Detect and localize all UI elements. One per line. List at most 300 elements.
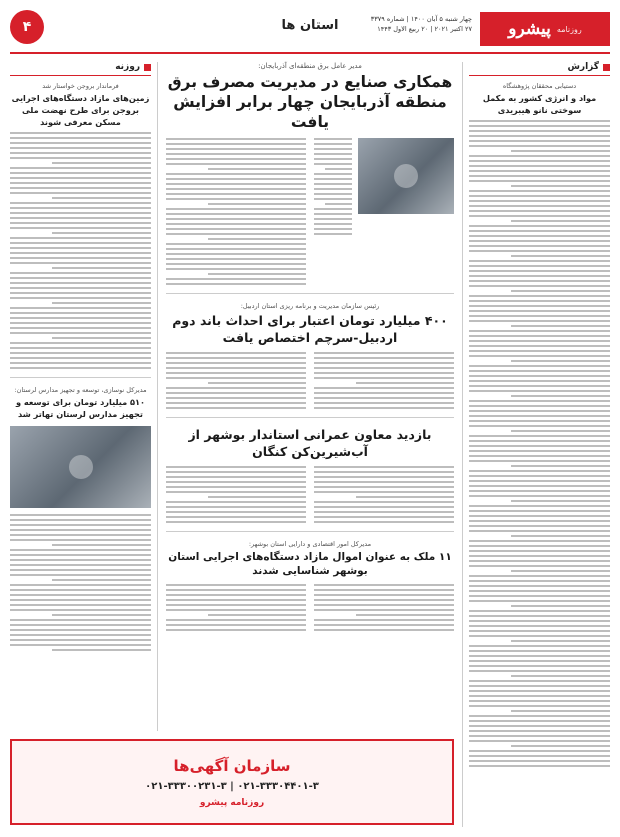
text-line <box>314 208 352 210</box>
text-line <box>314 367 454 369</box>
text-line <box>166 609 306 611</box>
text-line <box>314 609 454 611</box>
text-line <box>511 395 610 397</box>
right-column <box>462 62 610 827</box>
text-line <box>166 471 306 473</box>
article-headline: بازدید معاون عمرانی استاندار بوشهر از آب‌شیرین‌کن کنگان <box>188 427 432 459</box>
text-line <box>166 148 306 150</box>
text-line <box>10 362 151 364</box>
text-line <box>52 302 151 304</box>
text-line <box>10 147 151 149</box>
text-line <box>166 163 306 165</box>
text-line <box>314 213 352 215</box>
text-line <box>511 325 610 327</box>
text-line <box>10 534 151 536</box>
middle-column <box>166 62 454 731</box>
text-line <box>469 595 610 597</box>
text-line <box>166 372 306 374</box>
text-line <box>166 367 306 369</box>
text-line <box>208 382 306 384</box>
text-line <box>52 337 151 339</box>
text-line <box>10 639 151 641</box>
text-line <box>166 253 306 255</box>
text-line <box>10 574 151 576</box>
text-line <box>166 357 306 359</box>
text-line <box>314 223 352 225</box>
text-line <box>166 218 306 220</box>
text-line <box>166 624 306 626</box>
text-line <box>469 630 610 632</box>
text-line <box>469 475 610 477</box>
left-column <box>10 62 158 731</box>
text-line <box>511 570 610 572</box>
text-line <box>469 610 610 612</box>
text-line <box>314 357 454 359</box>
text-line <box>10 272 151 274</box>
text-line <box>166 392 306 394</box>
text-line <box>166 198 306 200</box>
date-block <box>371 14 472 34</box>
text-line <box>208 168 306 170</box>
ad-title: سازمان آگهی‌ها <box>173 756 291 775</box>
text-line <box>166 481 306 483</box>
lead-headline: همکاری صنایع در مدیریت مصرف برق منطقه آذربایجان چهار برابر افزایش یافت <box>167 73 453 131</box>
text-line <box>469 650 610 652</box>
text-line <box>166 208 306 210</box>
text-line <box>469 765 610 767</box>
divider <box>10 377 151 378</box>
text-line <box>166 377 306 379</box>
text-line <box>511 430 610 432</box>
text-line <box>314 193 352 195</box>
text-line <box>166 476 306 478</box>
text-line <box>469 690 610 692</box>
text-line <box>10 177 151 179</box>
text-line <box>469 350 610 352</box>
text-line <box>10 297 151 299</box>
text-line <box>166 228 306 230</box>
text-line <box>314 153 352 155</box>
text-line <box>52 232 151 234</box>
text-line <box>469 365 610 367</box>
text-line <box>469 165 610 167</box>
text-line <box>469 715 610 717</box>
text-line <box>469 225 610 227</box>
text-line <box>469 380 610 382</box>
text-line <box>469 245 610 247</box>
text-line <box>469 175 610 177</box>
text-line <box>10 282 151 284</box>
text-line <box>314 387 454 389</box>
text-line <box>469 520 610 522</box>
text-line <box>52 614 151 616</box>
text-line <box>469 565 610 567</box>
text-line <box>469 545 610 547</box>
date-line-1: چهار شنبه ۵ آبان ۱۴۰۰ | شماره ۳۳۷۹ <box>370 15 472 23</box>
text-line <box>469 490 610 492</box>
section-label-report <box>469 62 610 76</box>
text-line <box>10 609 151 611</box>
text-line <box>166 387 306 389</box>
text-line <box>314 629 454 631</box>
text-line <box>166 213 306 215</box>
text-line <box>469 655 610 657</box>
text-line <box>166 397 306 399</box>
text-line <box>314 372 454 374</box>
text-line <box>166 278 306 280</box>
text-line <box>511 185 610 187</box>
text-line <box>314 228 352 230</box>
text-line <box>10 252 151 254</box>
text-line <box>314 624 454 626</box>
text-line <box>166 283 306 285</box>
section-label-window <box>10 62 151 76</box>
text-line <box>52 579 151 581</box>
text-line <box>469 230 610 232</box>
text-line <box>208 614 306 616</box>
text-line <box>469 700 610 702</box>
text-line <box>166 629 306 631</box>
text-line <box>469 270 610 272</box>
text-line <box>10 367 151 369</box>
text-line <box>314 218 352 220</box>
text-line <box>469 410 610 412</box>
text-line <box>314 407 454 409</box>
text-line <box>10 257 151 259</box>
text-line <box>511 535 610 537</box>
text-line <box>314 584 454 586</box>
text-line <box>469 735 610 737</box>
text-line <box>10 564 151 566</box>
text-line <box>469 660 610 662</box>
text-line <box>469 195 610 197</box>
text-line <box>10 559 151 561</box>
masthead <box>10 10 610 54</box>
text-line <box>166 407 306 409</box>
text-line <box>166 158 306 160</box>
text-line <box>469 295 610 297</box>
text-line <box>314 511 454 513</box>
text-line <box>314 188 352 190</box>
text-line <box>469 685 610 687</box>
text-line <box>10 589 151 591</box>
text-line <box>10 569 151 571</box>
text-line <box>469 495 610 497</box>
text-line <box>469 555 610 557</box>
article-body <box>314 138 352 235</box>
text-line <box>511 500 610 502</box>
text-line <box>10 187 151 189</box>
text-line <box>469 180 610 182</box>
text-line <box>469 250 610 252</box>
text-line <box>469 455 610 457</box>
text-line <box>10 317 151 319</box>
text-line <box>10 352 151 354</box>
text-line <box>314 362 454 364</box>
text-line <box>314 233 352 235</box>
label-marker-icon <box>603 64 610 71</box>
image-icon <box>69 455 93 479</box>
text-line <box>10 342 151 344</box>
text-line <box>10 247 151 249</box>
text-line <box>469 300 610 302</box>
text-line <box>511 640 610 642</box>
text-line <box>469 470 610 472</box>
text-line <box>469 580 610 582</box>
text-line <box>469 435 610 437</box>
text-line <box>469 420 610 422</box>
text-line <box>166 258 306 260</box>
text-line <box>511 360 610 362</box>
text-line <box>166 173 306 175</box>
divider <box>166 293 454 294</box>
advertisement-box <box>10 739 454 825</box>
text-line <box>166 178 306 180</box>
text-line <box>10 514 151 516</box>
article-body <box>314 466 454 523</box>
text-line <box>314 198 352 200</box>
text-line <box>314 471 454 473</box>
text-line <box>10 222 151 224</box>
text-line <box>356 496 454 498</box>
text-line <box>469 400 610 402</box>
text-line <box>469 205 610 207</box>
text-line <box>166 268 306 270</box>
article-headline: ۱۱ ملک به عنوان اموال مازاد دستگاه‌های اجرایی استان بوشهر شناسایی شدند <box>168 551 452 577</box>
text-line <box>10 277 151 279</box>
text-line <box>10 594 151 596</box>
article-body <box>314 584 454 631</box>
text-line <box>469 480 610 482</box>
article-kicker: مدیرکل امور اقتصادی و دارایی استان بوشهر: <box>248 540 372 548</box>
date-line-2: ۲۷ اکتبر ۲۰۲۱ | ۲۰ ربیع الاول ۱۴۴۳ <box>377 25 472 33</box>
article-photo <box>358 138 454 214</box>
text-line <box>469 190 610 192</box>
text-line <box>166 501 306 503</box>
text-line <box>10 332 151 334</box>
text-line <box>314 486 454 488</box>
text-line <box>10 227 151 229</box>
text-line <box>314 619 454 621</box>
text-line <box>10 262 151 264</box>
text-line <box>511 710 610 712</box>
text-line <box>469 485 610 487</box>
text-line <box>166 506 306 508</box>
text-line <box>469 625 610 627</box>
text-line <box>166 188 306 190</box>
text-line <box>166 263 306 265</box>
article-body <box>166 466 306 523</box>
text-line <box>166 193 306 195</box>
text-line <box>10 167 151 169</box>
text-line <box>166 511 306 513</box>
text-line <box>469 370 610 372</box>
text-line <box>166 138 306 140</box>
section-title: استان ها <box>281 18 339 33</box>
text-line <box>469 600 610 602</box>
text-line <box>511 290 610 292</box>
text-line <box>356 382 454 384</box>
article-body <box>469 120 610 767</box>
text-line <box>166 521 306 523</box>
text-line <box>469 590 610 592</box>
text-line <box>469 505 610 507</box>
text-line <box>469 720 610 722</box>
text-line <box>10 242 151 244</box>
text-line <box>10 237 151 239</box>
text-line <box>469 450 610 452</box>
text-line <box>166 402 306 404</box>
article-kicker: مدیر عامل برق منطقه‌ای آذربایجان: <box>258 62 362 70</box>
text-line <box>325 203 352 205</box>
text-line <box>469 730 610 732</box>
text-line <box>314 352 454 354</box>
text-line <box>469 320 610 322</box>
text-line <box>314 501 454 503</box>
text-line <box>10 132 151 134</box>
text-line <box>511 465 610 467</box>
article-body <box>166 584 306 631</box>
text-line <box>511 745 610 747</box>
text-line <box>469 670 610 672</box>
article-body <box>166 138 306 285</box>
text-line <box>10 599 151 601</box>
text-line <box>356 614 454 616</box>
text-line <box>314 138 352 140</box>
text-line <box>166 491 306 493</box>
text-line <box>10 327 151 329</box>
text-line <box>469 145 610 147</box>
text-line <box>10 192 151 194</box>
text-line <box>314 143 352 145</box>
text-line <box>325 168 352 170</box>
text-line <box>469 355 610 357</box>
text-line <box>469 415 610 417</box>
text-line <box>166 233 306 235</box>
text-line <box>469 130 610 132</box>
section-label-text: گزارش <box>567 62 599 72</box>
text-line <box>166 143 306 145</box>
text-line <box>469 385 610 387</box>
text-line <box>166 183 306 185</box>
text-line <box>166 594 306 596</box>
text-line <box>166 248 306 250</box>
text-line <box>314 392 454 394</box>
text-line <box>52 544 151 546</box>
text-line <box>10 322 151 324</box>
text-line <box>314 604 454 606</box>
text-line <box>314 397 454 399</box>
article-body <box>314 352 454 409</box>
text-line <box>52 162 151 164</box>
text-line <box>469 200 610 202</box>
text-line <box>166 362 306 364</box>
text-line <box>52 267 151 269</box>
text-line <box>10 584 151 586</box>
article-body <box>10 132 151 369</box>
text-line <box>166 619 306 621</box>
text-line <box>314 183 352 185</box>
text-line <box>10 142 151 144</box>
text-line <box>469 760 610 762</box>
text-line <box>469 120 610 122</box>
text-line <box>469 755 610 757</box>
text-line <box>10 549 151 551</box>
label-marker-icon <box>144 64 151 71</box>
text-line <box>208 496 306 498</box>
text-line <box>469 425 610 427</box>
article-headline: زمین‌های مازاد دستگاه‌های اجرایی بروجن برای طرح نهضت ملی مسکن معرفی شوند <box>11 93 150 127</box>
text-line <box>469 540 610 542</box>
text-line <box>469 560 610 562</box>
text-line <box>10 207 151 209</box>
logo-sub: روزنامه <box>556 24 582 34</box>
text-line <box>10 212 151 214</box>
text-line <box>10 137 151 139</box>
text-line <box>469 280 610 282</box>
ad-brand: روزنامه پیشرو <box>199 797 265 808</box>
text-line <box>10 157 151 159</box>
divider <box>166 417 454 418</box>
text-line <box>10 629 151 631</box>
text-line <box>10 182 151 184</box>
article-kicker: مدیرکل نوسازی، توسعه و تجهیز مدارس لرستان: <box>14 386 147 394</box>
text-line <box>469 155 610 157</box>
text-line <box>10 539 151 541</box>
article-kicker: دستیابی محققان پژوهشگاه <box>502 82 577 90</box>
text-line <box>469 265 610 267</box>
page-number: ۴ <box>10 10 44 44</box>
article-body <box>10 514 151 651</box>
text-line <box>10 644 151 646</box>
article-body <box>166 352 306 409</box>
text-line <box>511 150 610 152</box>
text-line <box>10 357 151 359</box>
text-line <box>166 599 306 601</box>
text-line <box>469 335 610 337</box>
text-line <box>469 125 610 127</box>
text-line <box>469 235 610 237</box>
text-line <box>469 140 610 142</box>
divider <box>166 531 454 532</box>
text-line <box>52 649 151 651</box>
text-line <box>314 173 352 175</box>
section-label-text: روزنه <box>115 62 140 72</box>
article-headline: مواد و انرژی کشور به مکمل سوختی نانو هیبریدی <box>482 93 597 115</box>
text-line <box>469 345 610 347</box>
text-line <box>10 604 151 606</box>
text-line <box>10 347 151 349</box>
text-line <box>469 740 610 742</box>
text-line <box>469 525 610 527</box>
text-line <box>10 152 151 154</box>
text-line <box>469 460 610 462</box>
article-headline: ۵۱۰ میلیارد تومان برای توسعه و تجهیز مدارس لرستان تهاتر شد <box>15 397 146 419</box>
text-line <box>469 445 610 447</box>
text-line <box>10 524 151 526</box>
text-line <box>314 476 454 478</box>
text-line <box>314 377 454 379</box>
text-line <box>314 466 454 468</box>
article-photo <box>10 426 151 508</box>
text-line <box>469 575 610 577</box>
text-line <box>314 589 454 591</box>
text-line <box>10 292 151 294</box>
text-line <box>314 402 454 404</box>
text-line <box>314 594 454 596</box>
logo-text: پیشرو <box>508 19 551 39</box>
text-line <box>469 305 610 307</box>
